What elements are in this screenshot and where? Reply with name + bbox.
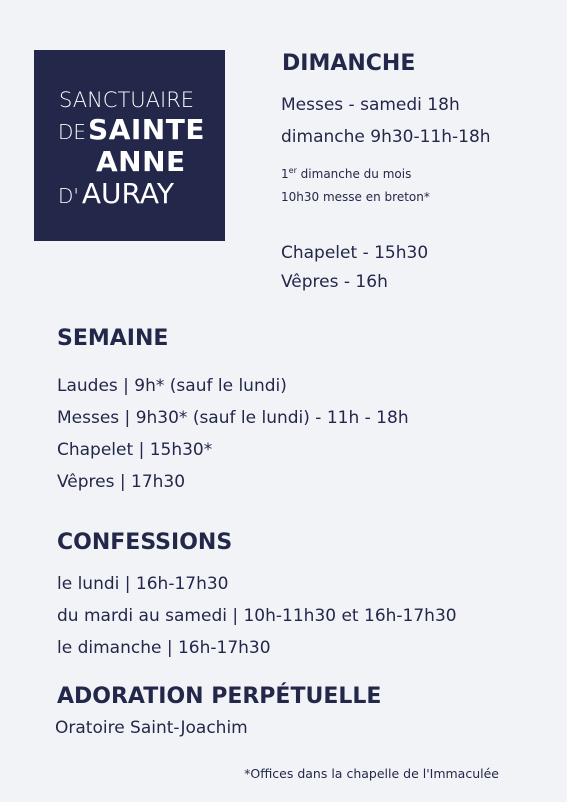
logo-d: D' (58, 184, 79, 208)
confessions-lundi: le lundi | 16h-17h30 (57, 574, 229, 594)
dimanche-vepres: Vêpres - 16h (281, 272, 388, 292)
footnote: *Offices dans la chapelle de l'Immaculée (244, 766, 499, 781)
dimanche-messes-line1: Messes - samedi 18h (281, 95, 460, 115)
confessions-heading: CONFESSIONS (57, 530, 233, 555)
adoration-place: Oratoire Saint-Joachim (55, 718, 248, 738)
logo-line-sanctuaire: SANCTUAIRE (59, 88, 195, 112)
logo-auray: AURAY (81, 177, 174, 210)
logo-de: DE (58, 120, 87, 144)
logo-line-dauray (58, 177, 174, 210)
semaine-vepres: Vêpres | 17h30 (57, 472, 186, 492)
semaine-heading: SEMAINE (57, 326, 169, 351)
dimanche-messes-line2: dimanche 9h30-11h-18h (281, 127, 491, 147)
logo-sainte: SAINTE (88, 113, 205, 146)
dimanche-heading: DIMANCHE (282, 51, 416, 76)
dimanche-special-line1: 1er dimanche du mois (281, 166, 412, 181)
confessions-dimanche: le dimanche | 16h-17h30 (57, 638, 271, 658)
dimanche-chapelet: Chapelet - 15h30 (281, 243, 429, 263)
semaine-laudes: Laudes | 9h* (sauf le lundi) (57, 376, 287, 396)
dimanche-special-line2: 10h30 messe en breton* (281, 190, 430, 204)
logo-line-anne: ANNE (96, 145, 186, 178)
logo-line-de-sainte (58, 113, 205, 146)
confessions-mardi-samedi: du mardi au samedi | 10h-11h30 et 16h-17h30 (57, 606, 457, 626)
semaine-chapelet: Chapelet | 15h30* (57, 440, 213, 460)
semaine-messes: Messes | 9h30* (sauf le lundi) - 11h - 18h (57, 408, 409, 428)
adoration-heading: ADORATION PERPÉTUELLE (57, 684, 382, 709)
sanctuaire-logo (34, 50, 225, 241)
